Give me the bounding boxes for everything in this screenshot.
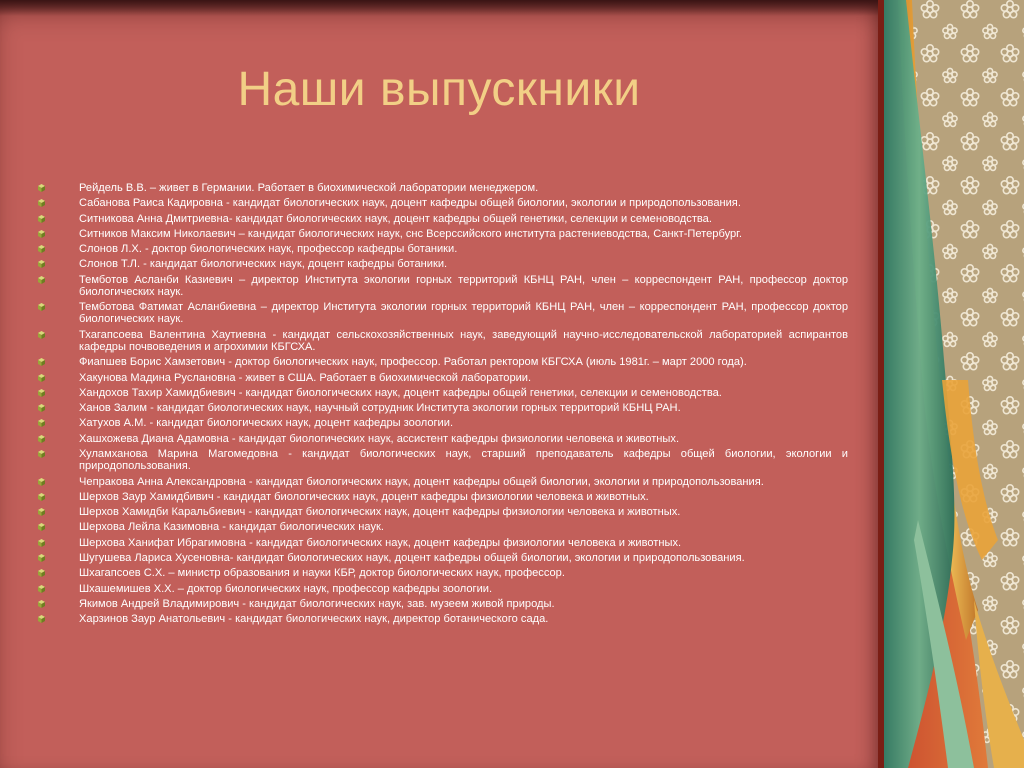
slide-title: Наши выпускники <box>237 63 641 116</box>
list-item <box>38 197 848 209</box>
cube-bullet-icon <box>38 215 45 223</box>
list-item <box>38 552 848 564</box>
cube-bullet-icon <box>38 569 45 577</box>
list-item <box>38 213 848 225</box>
cube-bullet-icon <box>38 554 45 562</box>
list-item <box>38 537 848 549</box>
cube-bullet-icon <box>38 389 45 397</box>
list-item <box>38 243 848 255</box>
cube-bullet-icon <box>38 404 45 412</box>
list-item <box>38 506 848 518</box>
cube-bullet-icon <box>38 493 45 501</box>
cube-bullet-icon <box>38 615 45 623</box>
cube-bullet-icon <box>38 419 45 427</box>
list-item <box>38 417 848 429</box>
cube-bullet-icon <box>38 230 45 238</box>
cube-bullet-icon <box>38 478 45 486</box>
list-item-text: Хакунова Мадина Руслановна - живет в США. Работает в биохимической лаборатории. <box>79 371 532 384</box>
cube-bullet-icon <box>38 331 45 339</box>
list-item <box>38 433 848 445</box>
list-item <box>38 182 848 194</box>
list-item-text: Якимов Андрей Владимирович - кандидат биологических наук, зав. музеем живой природы. <box>79 597 555 610</box>
cube-bullet-icon <box>38 450 45 458</box>
list-item-text: Шерхова Лейла Казимовна - кандидат биологических наук. <box>79 521 384 534</box>
list-item <box>38 613 848 625</box>
decorative-side-panel <box>878 0 1024 768</box>
list-item-text: Шерхова Ханифат Ибрагимовна - кандидат биологических наук, доцент кафедры физиологии человека и животных. <box>79 536 682 549</box>
list-item-text: Шерхов Хамидби Каральбиевич - кандидат биологических наук, доцент кафедры физиологии человека и животных. <box>79 506 681 519</box>
cube-bullet-icon <box>38 199 45 207</box>
list-item-text: Чепракова Анна Александровна - кандидат биологических наук, доцент кафедры общей биологии, экологии и природопользования. <box>79 475 764 488</box>
list-item <box>38 567 848 579</box>
list-item-text: Ситникова Анна Дмитриевна- кандидат биологических наук, доцент кафедры общей генетики, селекции и семеноводства. <box>79 212 712 225</box>
list-item-text: Шерхов Заур Хамидбивич - кандидат биологических наук, доцент кафедры физиологии человека и животных. <box>79 490 649 503</box>
list-item-text: Харзинов Заур Анатольевич - кандидат биологических наук, директор ботанического сада. <box>79 613 549 626</box>
cube-bullet-icon <box>38 260 45 268</box>
cube-bullet-icon <box>38 184 45 192</box>
list-item-text: Ханов Залим - кандидат биологических наук, научный сотрудник Института экологии горных территорий КБНЦ РАН. <box>79 402 681 415</box>
cube-bullet-icon <box>38 358 45 366</box>
list-item <box>38 521 848 533</box>
list-item-text: Слонов Л.Х. - доктор биологических наук, профессор кафедры ботаники. <box>79 243 458 256</box>
cube-bullet-icon <box>38 508 45 516</box>
list-item <box>38 598 848 610</box>
list-item-text: Темботов Асланби Казиевич – директор Института экологии горных территорий КБНЦ РАН, член – корреспондент РАН, профессор доктор биологических наук. <box>79 273 848 298</box>
list-item <box>38 228 848 240</box>
list-item-text: Шхагапсоев С.Х. – министр образования и науки КБР, доктор биологических наук, профессор. <box>79 567 565 580</box>
graduate-list <box>38 182 848 629</box>
list-item-text: Шугушева Лариса Хусеновна- кандидат биологических наук, доцент кафедры общей биологии, экологии и природопользования. <box>79 552 745 565</box>
cube-bullet-icon <box>38 435 45 443</box>
list-item <box>38 356 848 368</box>
list-item <box>38 491 848 503</box>
list-item-text: Хуламханова Марина Магомедовна - кандидат биологических наук, старший преподаватель кафедры общей биологии, экологии и природопользования. <box>79 448 848 473</box>
list-item <box>38 329 848 353</box>
list-item <box>38 274 848 298</box>
cube-bullet-icon <box>38 374 45 382</box>
cube-bullet-icon <box>38 245 45 253</box>
list-item-text: Темботова Фатимат Асланбиевна – директор Института экологии горных территорий КБНЦ РАН, член – корреспондент РАН, профессор доктор биологических наук. <box>79 301 848 326</box>
top-shadow-band <box>0 0 878 16</box>
floral-ribbon-decoration <box>878 0 1024 768</box>
list-item <box>38 476 848 488</box>
list-item-text: Хатухов А.М. - кандидат биологических наук, доцент кафедры зоологии. <box>79 417 454 430</box>
list-item-text: Хандохов Тахир Хамидбиевич - кандидат биологических наук, доцент кафедры общей генетики, селекции и семеноводства. <box>79 386 722 399</box>
list-item-text: Слонов Т.Л. - кандидат биологических наук, доцент кафедры ботаники. <box>79 258 448 271</box>
cube-bullet-icon <box>38 600 45 608</box>
cube-bullet-icon <box>38 539 45 547</box>
list-item-text: Ситников Максим Николаевич – кандидат биологических наук, снс Всерссийского института растениеводства, Санкт-Петербург. <box>79 227 742 240</box>
list-item-text: Фиапшев Борис Хамзетович - доктор биологических наук, профессор. Работал ректором КБГСХА (июль 1981г. – март 2000 года). <box>79 356 747 369</box>
cube-bullet-icon <box>38 523 45 531</box>
list-item-text: Рейдель В.В. – живет в Германии. Работает в биохимической лаборатории менеджером. <box>79 182 539 194</box>
cube-bullet-icon <box>38 303 45 311</box>
list-item-text: Сабанова Раиса Кадировна - кандидат биологических наук, доцент кафедры общей биологии, экологии и природопользования. <box>79 197 741 210</box>
list-item-text: Тхагапсоева Валентина Хаутиевна - кандидат сельскохозяйственных наук, заведующий научно-исследовательской лабораторией аспирантов кафедры почвоведения и агрохимии КБГСХА. <box>79 328 848 353</box>
list-item <box>38 583 848 595</box>
list-item <box>38 387 848 399</box>
list-item <box>38 372 848 384</box>
list-item <box>38 402 848 414</box>
cube-bullet-icon <box>38 585 45 593</box>
list-item <box>38 301 848 325</box>
list-item <box>38 448 848 472</box>
list-item-text: Хашхожева Диана Адамовна - кандидат биологических наук, ассистент кафедры физиологии человека и животных. <box>79 432 680 445</box>
list-item <box>38 258 848 270</box>
list-item-text: Шхашемишев Х.Х. – доктор биологических наук, профессор кафедры зоологии. <box>79 582 493 595</box>
cube-bullet-icon <box>38 276 45 284</box>
